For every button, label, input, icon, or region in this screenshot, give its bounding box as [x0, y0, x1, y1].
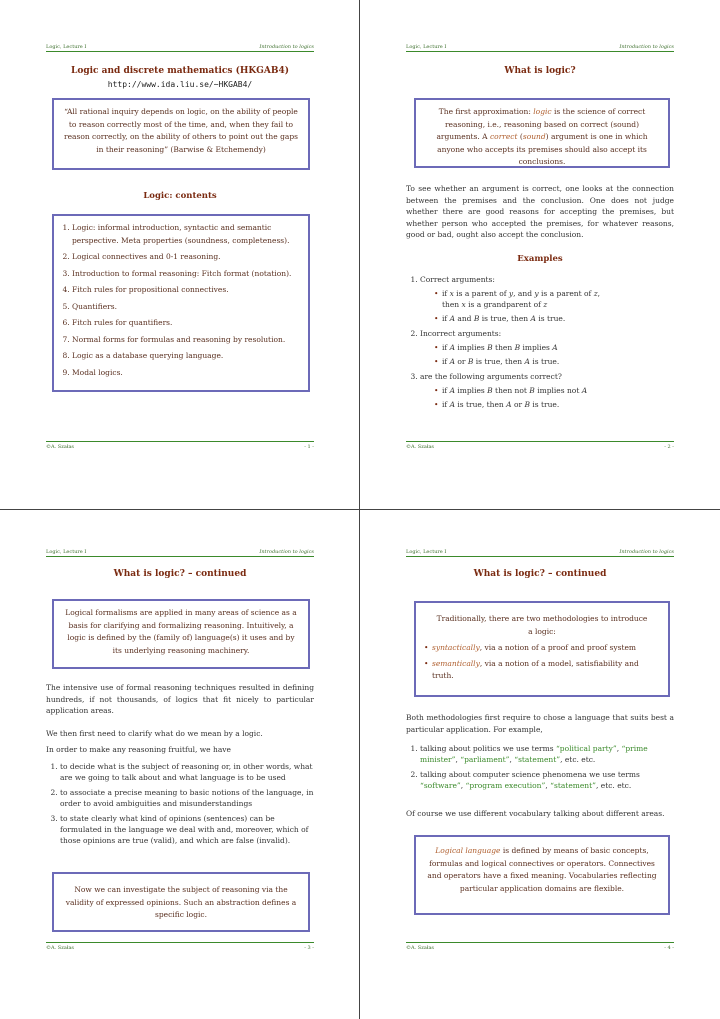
requirements-list — [46, 761, 314, 850]
slide-header — [46, 549, 314, 557]
slide-2 — [406, 44, 674, 454]
paragraph: In order to make any reasoning fruitful, we have — [46, 745, 231, 754]
page-number: - 2 - — [664, 444, 674, 450]
contents-title: Logic: contents — [143, 191, 217, 201]
header-left: Logic, Lecture I — [406, 44, 447, 50]
definition-box — [414, 98, 670, 168]
definition-text: A — [482, 132, 490, 141]
slide-title: What is logic? — [504, 66, 576, 76]
slide-3 — [46, 549, 314, 959]
horizontal-divider — [0, 509, 720, 510]
explanation-paragraph: To see whether an argument is correct, one looks at the connection between the premises and the conclusion. One does not judge whether there are good reasons for accepting the premises, but whether person who accepted the premises, for whatever reasons, good or bad, ought also accept the conclusion. — [406, 184, 674, 239]
requirement-item: 2. to associate a precise meaning to basic notions of the language, in order to avoid ambiguities and misunderstandings — [60, 787, 314, 809]
term-correct: correct — [489, 132, 518, 141]
footer-author: ©A. Szałas — [46, 945, 74, 951]
examples-list — [406, 274, 674, 414]
definition-text: The first approximation: — [438, 107, 534, 116]
page-number: - 4 - — [664, 945, 674, 951]
slide-title: What is logic? – continued — [473, 569, 607, 579]
vocabulary-item: 2. talking about computer science phenomena we use terms “software”, “program execution”, “statement”, etc. etc. — [420, 769, 674, 791]
box-intro: Traditionally, there are two methodologies to introduce a logic: — [436, 614, 648, 636]
slide-header — [406, 549, 674, 557]
footer-author: ©A. Szałas — [406, 945, 434, 951]
paragraph: The intensive use of formal reasoning techniques resulted in defining hundreds, if not thousands, of logics that fit nicely to particular application areas. — [46, 683, 314, 715]
example-item: • if A or B is true, then A is true. — [434, 356, 674, 367]
term-logical-language: Logical language — [435, 846, 501, 855]
slide-header — [46, 44, 314, 52]
term-sound: sound — [522, 132, 546, 141]
box-text: is defined by means of basic concepts, formulas and logical connectives or operators. Connectives and operators have a fixed meaning. Vocabularies reflecting particular application domains are flexible. — [427, 846, 657, 893]
methodology-item: • syntactically, via a notion of a proof and proof system — [424, 642, 660, 655]
example-heading: are the following arguments correct? — [420, 372, 562, 381]
contents-item: 3. Introduction to formal reasoning: Fitch format (notation). — [72, 268, 300, 281]
contents-item: 4. Fitch rules for propositional connectives. — [72, 284, 300, 297]
paragraph: We then first need to clarify what do we mean by a logic. — [46, 729, 263, 738]
contents-item: 5. Quantifiers. — [72, 301, 300, 314]
contents-item: 2. Logical connectives and 0-1 reasoning. — [72, 251, 300, 264]
slide-footer — [406, 441, 674, 450]
example-heading: Incorrect arguments: — [420, 329, 502, 338]
slide-title: What is logic? – continued — [113, 569, 247, 579]
slide-1 — [46, 44, 314, 454]
vocabulary-item: 1. talking about politics we use terms “political party”, “prime minister”, “parliament”, “statement”, etc. etc. — [420, 743, 674, 765]
contents-item: 7. Normal forms for formulas and reasoning by resolution. — [72, 334, 300, 347]
contents-box — [52, 214, 310, 392]
abstraction-box — [52, 872, 310, 932]
contents-item: 1. Logic: informal introduction, syntactic and semantic perspective. Meta properties (soundness, completeness). — [72, 222, 300, 247]
example-item: • if A implies B then not B implies not A — [434, 385, 674, 396]
slide-4 — [406, 549, 674, 959]
requirement-item: 3. to state clearly what kind of opinions (sentences) can be formulated in the language we deal with and, moreover, which of those opinions are true (valid), and which are false (invalid). — [60, 813, 314, 846]
quote-box — [52, 98, 310, 170]
header-right: Introduction to logics — [619, 549, 674, 555]
course-url[interactable]: http://www.ida.liu.se/∼HKGAB4/ — [107, 80, 253, 89]
page-number: - 1 - — [304, 444, 314, 450]
header-right: Introduction to logics — [259, 44, 314, 50]
slide-footer — [46, 942, 314, 951]
definition-text: ( — [517, 132, 523, 141]
formalisms-box — [52, 599, 310, 669]
example-item: • if A implies B then B implies A — [434, 342, 674, 353]
language-box — [414, 835, 670, 915]
paragraph: Of course we use different vocabulary talking about different areas. — [406, 809, 665, 818]
slide-footer — [406, 942, 674, 951]
box-text: Now we can investigate the subject of reasoning via the validity of expressed opinions. Such an abstraction defines a specific logic. — [65, 885, 297, 919]
example-group — [420, 371, 674, 410]
example-group — [420, 328, 674, 367]
footer-author: ©A. Szałas — [46, 444, 74, 450]
methodologies-box — [414, 601, 670, 697]
examples-title: Examples — [517, 254, 563, 264]
header-left: Logic, Lecture I — [46, 44, 87, 50]
contents-item: 8. Logic as a database querying language. — [72, 350, 300, 363]
box-text: Logical formalisms are applied in many areas of science as a basis for clarifying and formalizing reasoning. Intuitively, a logic is defined by the (family of) language(s) it uses and by its underlying reasoning machinery. — [65, 608, 297, 655]
requirement-item: 1. to decide what is the subject of reasoning or, in other words, what are we going to talk about and what language is to be used — [60, 761, 314, 783]
page-number: - 3 - — [304, 945, 314, 951]
slide-header — [406, 44, 674, 52]
header-right: Introduction to logics — [619, 44, 674, 50]
vocabulary-list — [406, 743, 674, 795]
header-right: Introduction to logics — [259, 549, 314, 555]
example-heading: Correct arguments: — [420, 275, 495, 284]
footer-author: ©A. Szałas — [406, 444, 434, 450]
contents-item: 9. Modal logics. — [72, 367, 300, 380]
header-left: Logic, Lecture I — [46, 549, 87, 555]
contents-item: 6. Fitch rules for quantifiers. — [72, 317, 300, 330]
example-group — [420, 274, 674, 324]
quote-text: “All rational inquiry depends on logic, on the ability of people to reason correctly most of the time, and, when they fail to reason correctly, on the ability of others to point out the gaps in their reasoning” (Barwise & Etchemendy) — [63, 107, 298, 154]
definition-text: ) argument is one in which anyone who accepts its premises should also accept its conclusions. — [437, 132, 648, 166]
example-item: • if x is a parent of y, and y is a parent of z, then x is a grandparent of z — [434, 288, 674, 310]
slide-footer — [46, 441, 314, 450]
paragraph: Both methodologies first require to chose a language that suits best a particular application. For example, — [406, 713, 674, 734]
methodology-item: • semantically, via a notion of a model, satisfiability and truth. — [424, 658, 660, 683]
header-left: Logic, Lecture I — [406, 549, 447, 555]
example-item: • if A is true, then A or B is true. — [434, 399, 674, 410]
term-logic: logic — [533, 107, 552, 116]
definition-text: is the science of correct reasoning, i.e., reasoning based on correct (sound) arguments. — [436, 107, 646, 141]
example-item: • if A and B is true, then A is true. — [434, 313, 674, 324]
slide-title: Logic and discrete mathematics (HKGAB4) — [71, 66, 289, 76]
